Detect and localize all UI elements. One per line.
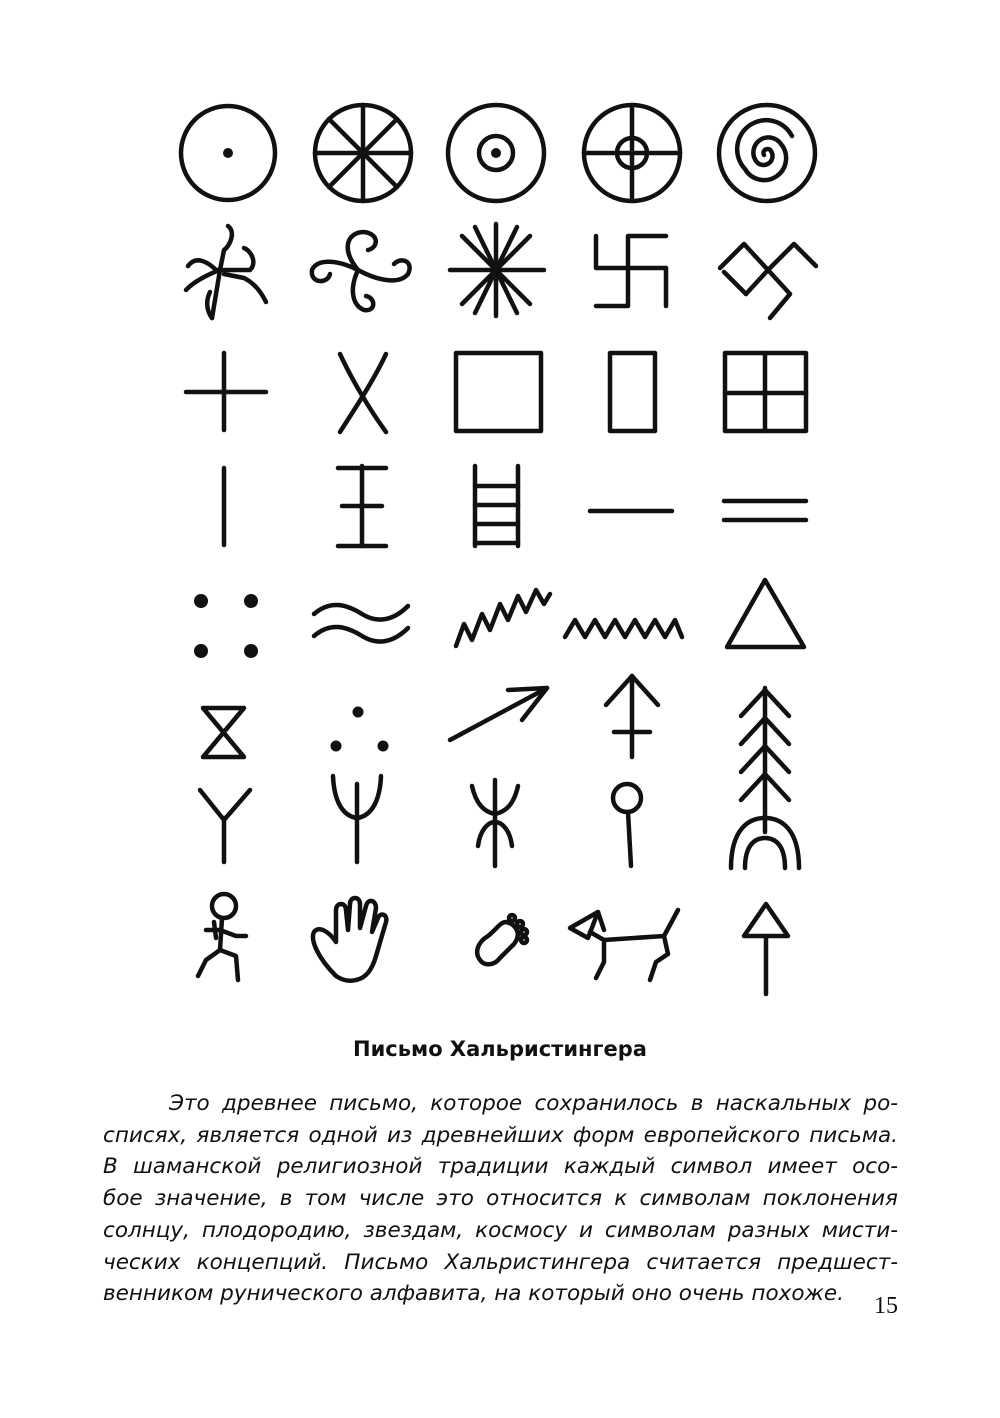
x-symbol [340, 354, 386, 432]
footprint-symbol [477, 915, 527, 964]
rectangle-symbol [610, 353, 655, 431]
spiral-symbol [719, 105, 815, 201]
paragraph-line: солнцу, плодородию, звездам, космосу и символам разных мисти- [103, 1217, 898, 1243]
paragraph-line: ческих концепций. Письмо Хальристингера считается предшест- [103, 1249, 898, 1275]
curved-swastika-symbol [186, 226, 266, 318]
hourglass-symbol [203, 708, 244, 757]
square-symbol [456, 353, 541, 431]
description-paragraph [103, 1088, 898, 1310]
rising-zigzag-symbol [456, 590, 550, 646]
animal-symbol [570, 910, 678, 980]
paragraph-line: В шаманской религиозной традиции каждый символ имеет осо- [103, 1154, 898, 1180]
human-figure-symbol [198, 894, 246, 980]
ladder-symbol [475, 466, 518, 546]
page-number: 15 [874, 1293, 898, 1319]
section-heading: Письмо Хальристингера [353, 1037, 647, 1061]
arrow-symbol [450, 688, 547, 740]
whirl-symbol [312, 232, 410, 310]
wheel-symbol [315, 105, 411, 201]
zigzag-symbol [565, 620, 682, 637]
y-rune-symbol [200, 790, 250, 862]
circle-dot-symbol [181, 106, 275, 200]
figure-rune-symbol [472, 780, 518, 866]
star-symbol [450, 224, 544, 316]
paragraph-line: венником рунического алфавита, на который оно очень похоже. [103, 1281, 844, 1307]
triangle-symbol [727, 580, 804, 647]
hand-symbol [313, 898, 386, 981]
window-symbol [725, 353, 806, 431]
i-beam-symbol [338, 466, 386, 546]
paragraph-line: бое значение, в том числе это относится к символам поклонения [103, 1186, 898, 1212]
four-dots-symbol [194, 594, 258, 658]
trident-symbol [333, 776, 381, 862]
tree-symbol [741, 688, 789, 832]
concentric-circle-symbol [448, 105, 544, 201]
cross-symbol [186, 353, 266, 430]
arrow-cross-symbol [606, 676, 658, 757]
tilted-swastika-symbol [720, 244, 816, 318]
cross-circle-symbol [584, 105, 680, 201]
double-line-symbol [724, 501, 806, 520]
pin-circle-symbol [613, 784, 641, 866]
paragraph-line: списях, является одной из древнейших форм европейского письма. [103, 1122, 898, 1148]
waves-symbol [314, 605, 408, 642]
swastika-symbol [596, 236, 666, 306]
paragraph-line: Это древнее письмо, которое сохранилось в наскальных ро- [169, 1091, 898, 1116]
three-dots-symbol [331, 707, 389, 752]
up-arrow-symbol [744, 904, 788, 994]
